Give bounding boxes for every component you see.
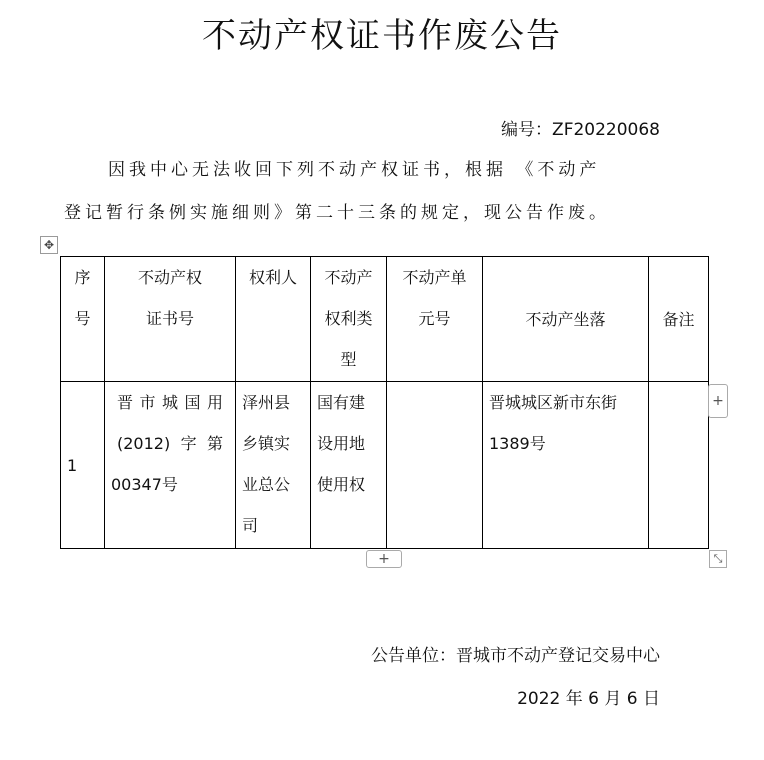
- body-paragraph-line-2: 登记暂行条例实施细则》第二十三条的规定，现公告作废。: [64, 203, 610, 223]
- cell-unit-no: [387, 382, 483, 549]
- plus-icon: +: [378, 551, 390, 567]
- body-paragraph-line-1: 因我中心无法收回下列不动产权证书，根据 《不动产: [108, 160, 601, 180]
- certificate-table: [60, 256, 709, 549]
- table-row: [61, 382, 709, 549]
- cell-certificate-no: 晋市城国用 (2012)字第 00347号: [105, 382, 236, 549]
- add-row-button[interactable]: [366, 550, 402, 568]
- document-number: [501, 115, 660, 140]
- header-holder: 权利人: [236, 257, 311, 382]
- cell-location: 晋城城区新市东街 1389号: [483, 382, 649, 549]
- document-number-value: ZF20220068: [552, 120, 660, 140]
- header-unit-no: 不动产单 元号: [387, 257, 483, 382]
- plus-icon: +: [712, 393, 724, 409]
- cell-right-type: 国有建 设用地 使用权: [311, 382, 387, 549]
- table-header-row: [61, 257, 709, 382]
- header-right-type: 不动产 权利类 型: [311, 257, 387, 382]
- header-location: 不动产坐落: [483, 257, 649, 382]
- move-icon: ✥: [43, 238, 55, 252]
- cell-seq: 1: [61, 382, 105, 549]
- issuing-unit: 公告单位：晋城市不动产登记交易中心: [371, 646, 660, 666]
- table-resize-handle[interactable]: [709, 550, 727, 568]
- header-certificate-no: 不动产权 证书号: [105, 257, 236, 382]
- document-number-label: 编号：: [501, 120, 553, 140]
- header-seq: 序 号: [61, 257, 105, 382]
- cell-holder: 泽州县 乡镇实 业总公 司: [236, 382, 311, 549]
- add-column-button[interactable]: [708, 384, 728, 418]
- header-remark: 备注: [649, 257, 709, 382]
- cell-remark: [649, 382, 709, 549]
- table-move-handle[interactable]: [40, 236, 58, 254]
- issue-date: 2022 年 6 月 6 日: [517, 689, 660, 709]
- page-title: 不动产权证书作废公告: [202, 16, 562, 56]
- resize-icon: ⤡: [713, 552, 723, 565]
